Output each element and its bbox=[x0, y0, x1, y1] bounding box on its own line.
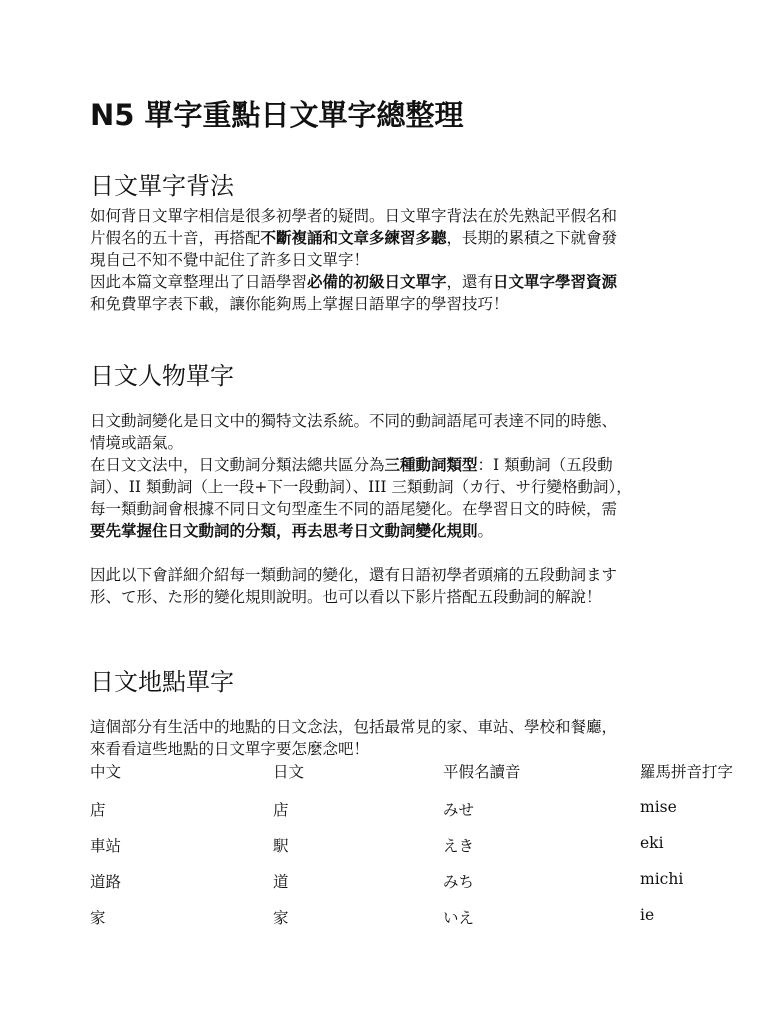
table-cell: 家 bbox=[273, 909, 289, 927]
paragraph-line bbox=[90, 271, 700, 293]
paragraph-line bbox=[90, 293, 700, 315]
text-run: 情境或語氣。 bbox=[90, 434, 184, 452]
text-run: 和免費單字表下載，讓你能夠馬上掌握日語單字的學習技巧！ bbox=[90, 295, 509, 313]
table-header-cell: 日文 bbox=[273, 763, 305, 781]
paragraph-line bbox=[90, 564, 700, 586]
table-cell: みち bbox=[443, 873, 475, 891]
text-run: 每一類動詞會根據不同日文句型產生不同的語尾變化。在學習日文的時候，需 bbox=[90, 500, 618, 518]
paragraph-line bbox=[90, 249, 700, 271]
text-run: ，還有 bbox=[446, 273, 494, 291]
table-row bbox=[90, 870, 750, 906]
text-run: ，長期的累積之下就會發 bbox=[446, 229, 618, 247]
paragraph-line bbox=[90, 454, 700, 476]
table-cell: 家 bbox=[90, 909, 106, 927]
table-cell: 店 bbox=[90, 801, 106, 819]
paragraph-line bbox=[90, 586, 700, 608]
section-heading-place-vocab: 日文地點單字 bbox=[90, 668, 234, 696]
table-cell: えき bbox=[443, 837, 475, 855]
table-header-cell: 平假名讀音 bbox=[443, 763, 521, 781]
text-run: 這個部分有生活中的地點的日文念法，包括最常見的家、車站、學校和餐廳， bbox=[90, 718, 618, 736]
paragraph-line bbox=[90, 205, 700, 227]
text-run: 詞）、II 類動詞（上一段+下一段動詞）、III 三類動詞（カ行、サ行變格動詞）， bbox=[90, 478, 632, 496]
text-run: 來看看這些地點的日文單字要怎麼念吧！ bbox=[90, 740, 370, 758]
paragraph-line bbox=[90, 716, 700, 738]
table-row bbox=[90, 834, 750, 870]
section-paragraph-vocab-method bbox=[90, 205, 700, 315]
text-run: 在日文文法中，日文動詞分類法總共區分為 bbox=[90, 456, 385, 474]
paragraph-line bbox=[90, 227, 700, 249]
table-cell: 車站 bbox=[90, 837, 122, 855]
table-header-cell: 中文 bbox=[90, 763, 122, 781]
bold-text-run: 不斷複誦和文章多練習多聽 bbox=[260, 229, 447, 247]
text-run: 因此本篇文章整理出了日語學習 bbox=[90, 273, 308, 291]
paragraph-line bbox=[90, 738, 700, 760]
section-paragraph-place-vocab bbox=[90, 716, 700, 760]
paragraph-line bbox=[90, 498, 700, 520]
table-cell: ie bbox=[640, 906, 655, 924]
paragraph-line bbox=[90, 520, 700, 542]
section-heading-vocab-method: 日文單字背法 bbox=[90, 172, 234, 200]
bold-text-run: 要先掌握住日文動詞的分類，再去思考日文動詞變化規則 bbox=[90, 522, 478, 540]
table-row bbox=[90, 906, 750, 942]
paragraph-line bbox=[90, 432, 700, 454]
table-header-cell: 羅馬拼音打字 bbox=[640, 763, 734, 781]
bold-text-run: 日文單字學習資源 bbox=[493, 273, 618, 291]
page-title: N5 單字重點日文單字總整理 bbox=[90, 98, 464, 132]
bold-text-run: 三種動詞類型 bbox=[384, 456, 478, 474]
paragraph-line bbox=[90, 410, 700, 432]
table-cell: 店 bbox=[273, 801, 289, 819]
table-cell: 道路 bbox=[90, 873, 122, 891]
text-run: 片假名的五十音，再搭配 bbox=[90, 229, 261, 247]
bold-text-run: 必備的初級日文單字 bbox=[307, 273, 447, 291]
paragraph-line bbox=[90, 476, 700, 498]
table-cell: michi bbox=[640, 870, 684, 888]
table-cell: mise bbox=[640, 798, 677, 816]
table-cell: みせ bbox=[443, 801, 475, 819]
text-run: 。 bbox=[477, 522, 494, 540]
vocab-table bbox=[90, 760, 750, 938]
table-cell: 駅 bbox=[273, 837, 289, 855]
section-heading-people-vocab: 日文人物單字 bbox=[90, 362, 234, 390]
table-cell: eki bbox=[640, 834, 664, 852]
text-run: 形、て形、た形的變化規則說明。也可以看以下影片搭配五段動詞的解說！ bbox=[90, 588, 602, 606]
text-run: 現自己不知不覺中記住了許多日文單字！ bbox=[90, 251, 370, 269]
paragraph-line bbox=[90, 542, 700, 564]
text-run: ：I 類動詞（五段動 bbox=[477, 456, 613, 474]
table-header-row bbox=[90, 760, 750, 794]
section-paragraph-people-vocab bbox=[90, 410, 700, 608]
table-cell: 道 bbox=[273, 873, 289, 891]
text-run: 如何背日文單字相信是很多初學者的疑問。日文單字背法在於先熟記平假名和 bbox=[90, 207, 618, 225]
table-row bbox=[90, 798, 750, 834]
text-run: 日文動詞變化是日文中的獨特文法系統。不同的動詞語尾可表達不同的時態、 bbox=[90, 412, 618, 430]
text-run: 因此以下會詳細介紹每一類動詞的變化，還有日語初學者頭痛的五段動詞ます bbox=[90, 566, 618, 584]
table-cell: いえ bbox=[443, 909, 475, 927]
